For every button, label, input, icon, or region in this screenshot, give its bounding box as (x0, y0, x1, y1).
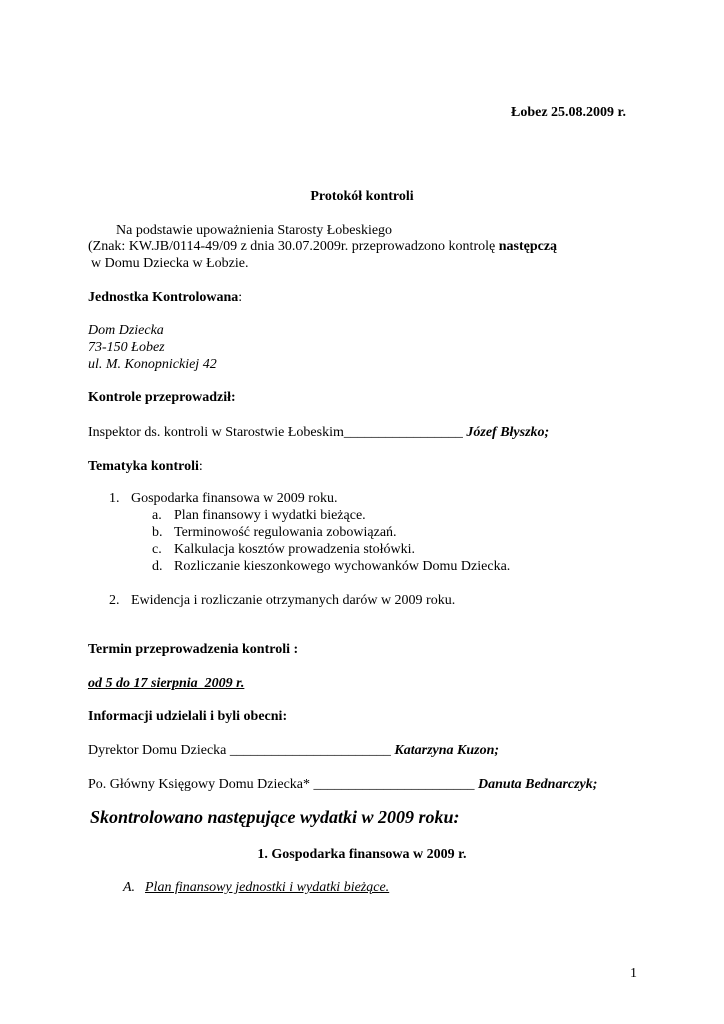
intro-line-2 (88, 238, 557, 255)
intro-line-2-bold: następczą (498, 239, 558, 254)
unit-colon: : (238, 290, 243, 305)
topics-heading (88, 458, 203, 475)
topic-item-2-number: 2. (109, 593, 120, 608)
subsection-heading: 1. Gospodarka finansowa w 2009 r. (257, 847, 467, 862)
page-number: 1 (630, 966, 637, 981)
topic-item-2 (109, 592, 455, 609)
inspector-label: Kontrole przeprowadził: (88, 390, 236, 405)
term-value: od 5 do 17 sierpnia 2009 r. (88, 676, 245, 691)
topic-item-2-text: Ewidencja i rozliczanie otrzymanych darów w 2009 roku. (131, 593, 456, 608)
subitem-text: Kalkulacja kosztów prowadzenia stołówki. (174, 542, 416, 557)
topic-subitem-a (152, 507, 366, 524)
topic-subitem-c (152, 541, 415, 558)
director-line (88, 742, 499, 759)
unit-name: Dom Dziecka (88, 323, 164, 338)
subitem-text: Rozliczanie kieszonkowego wychowanków Domu Dziecka. (174, 559, 511, 574)
director-name: Katarzyna Kuzon; (394, 743, 500, 758)
inspector-role: Inspektor ds. kontroli w Starostwie Łobeskim_________________ (88, 425, 463, 440)
intro-line-1: Na podstawie upoważnienia Starosty Łobeskiego (116, 223, 393, 238)
topics-colon: : (198, 459, 203, 474)
unit-heading (88, 289, 242, 306)
page-title: Protokół kontroli (310, 189, 414, 204)
unit-street: ul. M. Konopnickiej 42 (88, 357, 217, 372)
subsub-heading (123, 879, 389, 896)
inspector-name: Józef Błyszko; (466, 425, 550, 440)
topic-subitem-d (152, 558, 510, 575)
inspector-line (88, 424, 549, 441)
subitem-text: Terminowość regulowania zobowiązań. (174, 525, 397, 540)
subitem-letter: d. (152, 559, 163, 574)
accountant-line (88, 776, 597, 793)
subitem-letter: a. (152, 508, 162, 523)
topic-item-1-text: Gospodarka finansowa w 2009 roku. (131, 491, 338, 506)
topic-item-1-number: 1. (109, 491, 120, 506)
subsub-letter: A. (123, 880, 136, 895)
topic-item-1 (109, 490, 337, 507)
unit-postal: 73-150 Łobez (88, 340, 165, 355)
term-label: Termin przeprowadzenia kontroli : (88, 642, 299, 657)
info-label: Informacji udzielali i byli obecni: (88, 709, 288, 724)
section-heading: Skontrolowano następujące wydatki w 2009 roku: (90, 807, 460, 827)
subitem-text: Plan finansowy i wydatki bieżące. (174, 508, 366, 523)
subsub-text: Plan finansowy jednostki i wydatki bieżące. (145, 880, 390, 895)
accountant-name: Danuta Bednarczyk; (478, 777, 598, 792)
date-line: Łobez 25.08.2009 r. (511, 105, 626, 120)
unit-label: Jednostka Kontrolowana (88, 290, 239, 305)
intro-line-3: w Domu Dziecka w Łobzie. (91, 256, 249, 271)
intro-line-2-text: (Znak: KW.JB/0114-49/09 z dnia 30.07.2009r. przeprowadzono kontrolę (88, 239, 499, 254)
accountant-role: Po. Główny Księgowy Domu Dziecka* _______________________ (88, 777, 475, 792)
topic-subitem-b (152, 524, 397, 541)
topics-label: Tematyka kontroli (88, 459, 199, 474)
director-role: Dyrektor Domu Dziecka _______________________ (88, 743, 391, 758)
subitem-letter: c. (152, 542, 162, 557)
subitem-letter: b. (152, 525, 163, 540)
